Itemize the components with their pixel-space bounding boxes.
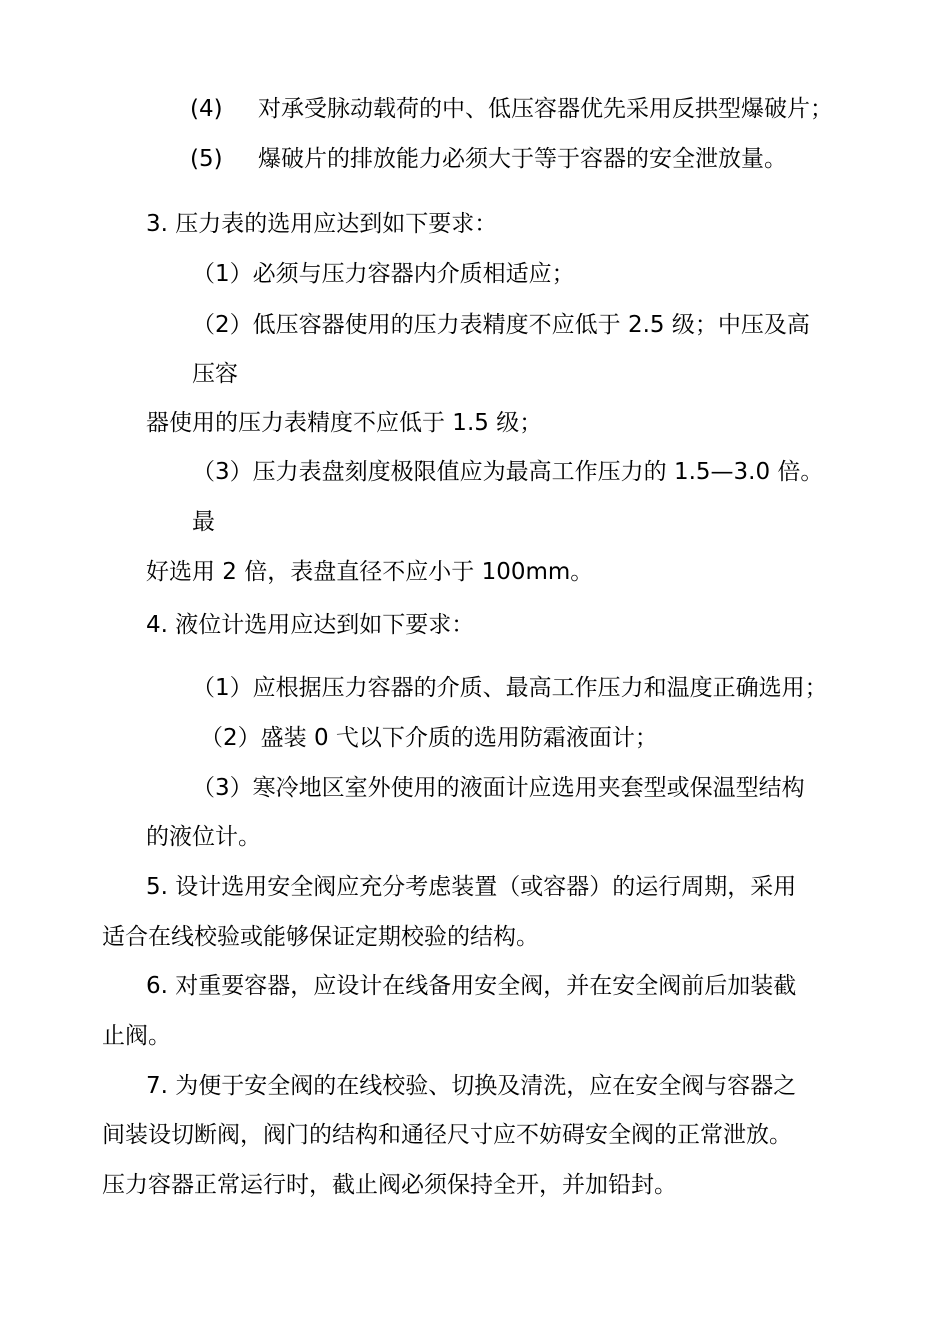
list-item-4 <box>190 94 833 124</box>
paragraph-line: （2）低压容器使用的压力表精度不应低于 2.5 级；中压及高 <box>192 312 810 338</box>
section-paragraph-5: 5. 设计选用安全阀应充分考虑装置（或容器）的运行周期，采用 <box>146 874 797 900</box>
paragraph-line: （1）应根据压力容器的介质、最高工作压力和温度正确选用； <box>192 675 828 701</box>
paragraph-line: 压容 <box>192 361 238 387</box>
paragraph-line: （3）压力表盘刻度极限值应为最高工作压力的 1.5—3.0 倍。 <box>192 459 824 485</box>
paragraph-line: 的液位计。 <box>146 824 261 850</box>
section-paragraph-6: 6. 对重要容器，应设计在线备用安全阀，并在安全阀前后加装截 <box>146 973 797 999</box>
item-number: (4) <box>190 96 223 122</box>
section-paragraph-7: 7. 为便于安全阀的在线校验、切换及清洗，应在安全阀与容器之 <box>146 1073 797 1099</box>
item-number: (5) <box>190 146 223 172</box>
paragraph-line: （2）盛装 0 弋以下介质的选用防霜液面计； <box>200 725 658 751</box>
paragraph-line: （3）寒冷地区室外使用的液面计应选用夹套型或保温型结构 <box>192 775 805 801</box>
paragraph-line: 止阀。 <box>102 1023 171 1049</box>
paragraph-line: 器使用的压力表精度不应低于 1.5 级； <box>146 410 543 436</box>
paragraph-line: 最 <box>192 509 215 535</box>
item-text: 爆破片的排放能力必须大于等于容器的安全泄放量。 <box>258 146 787 172</box>
list-item-5 <box>190 144 787 174</box>
paragraph-line: 间装设切断阀，阀门的结构和通径尺寸应不妨碍安全阀的正常泄放。 <box>102 1122 792 1148</box>
paragraph-line: 压力容器正常运行时，截止阀必须保持全开，并加铅封。 <box>102 1172 677 1198</box>
paragraph-line: （1）必须与压力容器内介质相适应； <box>192 261 575 287</box>
item-text: 对承受脉动载荷的中、低压容器优先采用反拱型爆破片； <box>258 96 833 122</box>
paragraph-line: 好选用 2 倍，表盘直径不应小于 100mm。 <box>146 559 594 585</box>
section-heading-4: 4. 液位计选用应达到如下要求： <box>146 612 475 638</box>
section-heading-3: 3. 压力表的选用应达到如下要求： <box>146 211 498 237</box>
paragraph-line: 适合在线校验或能够保证定期校验的结构。 <box>102 924 539 950</box>
